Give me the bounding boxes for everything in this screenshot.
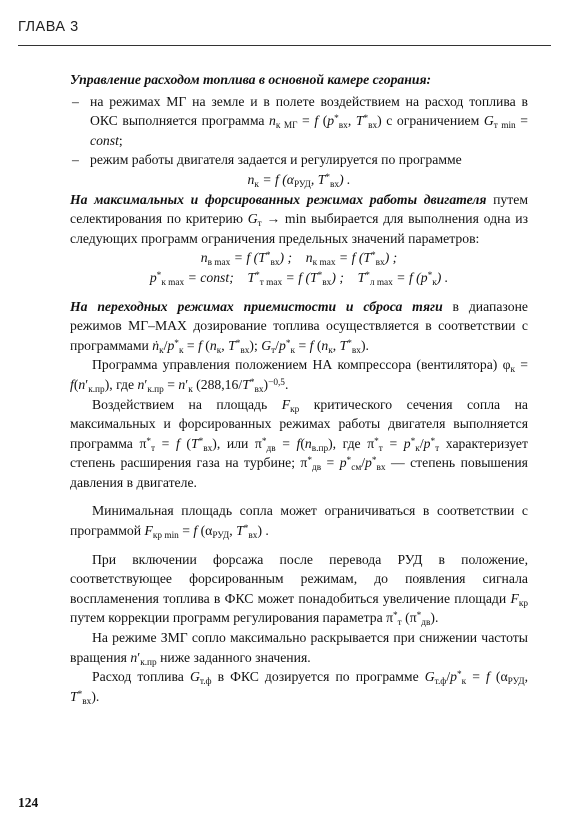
formula-limits-1: $n_{в max} = f$ $(T^*_{вх})$ ; $n_{к max} = f$ $(T^*_{вх})$ ; [200,250,398,269]
paragraph-fuel-flow: Расход топлива $G_{т.ф}$ в ФКС дозируется по программе $G_{т.ф}/p^*_к = f$ ($\alpha_{РУД}$, $T^*_{вх}$). [70,669,528,707]
paragraph-min-area: Минимальная площадь сопла может ограничиваться в соответствии с программой $F_{кр min} = f$ ($\alpha_{РУД}$, $T^*_{вх}$) . [70,503,528,541]
section-heading-main-chamber: Управление расходом топлива в основной камере сгорания: [70,72,432,87]
section-heading-max-modes: На максимальных и форсированных режимах работы двигателя [70,191,487,207]
paragraph-guide-vanes: Программа управления положением НА компрессора (вентилятора) $\varphi_к = f(n'_{к.пр})$, где $n'_{к.пр} = n'_к$ $(288,16/T^*_{вх})^{-0,5}$. [70,357,528,395]
list-item-engine-mode: – режим работы двигателя задается и регулируется по программе [70,150,528,170]
section-heading-transient-modes: На переходных режимах приемистости и сброса тяги [70,298,443,314]
paragraph-max-modes: На максимальных и форсированных режимах работы двигателя путем селектирования по критерию $G_т \to \min$ выбирается для выполнения одна из следующих программ ограничения предельных значений параметров: [70,191,528,246]
paragraph-transient-modes: На переходных режимах приемистости и сброса тяги в диапазоне режимов МГ–МАХ дозирование топлива осуществляется в соответствии с программами $ṅ_к/p^*_к = f$ ($n_к$, $T^*_{вх}$); $G_т/p^*_к = f$ ($n_к$, $T^*_{вх}$). [70,298,528,356]
paragraph-zmg-mode: На режиме ЗМГ сопло максимально раскрывается при снижении частоты вращения $n'_{к.пр}$ ниже заданного значения. [70,630,528,668]
chapter-header: ГЛАВА 3 [18,19,79,35]
header-rule [18,45,551,46]
page-number: 124 [18,795,39,810]
paragraph-afterburner: При включении форсажа после перевода РУД в положение, соответствующее форсированным режимам, до появления сигнала воспламенения топлива в ФКС может понадобиться увеличение площади $F_{кр}$ путем коррекции программ регулирования параметра $\pi^*_т$ $(\pi^*_{дв})$. [70,551,528,629]
formula-nk: $n_к = f$ ($\alpha_{РУД}$, $T^*_{вх}$) . [247,171,351,190]
list-item-idle-mode: – на режимах МГ на земле и в полете воздействием на расход топлива в ОКС выполняется программа $n_{к МГ} = f$ ($p^*_{вх}$, $T^*_{вх}$) с ограничением $G_{т min}$ = const; [70,92,528,151]
program-list [70,92,528,170]
paragraph-nozzle-area: Воздействием на площадь $F_{кр}$ критического сечения сопла на максимальных и форсированных режимах работы двигателя выполняется программа $\pi^*_т = f$ $(T^*_{вх})$, или $\pi^*_{дв} = f(n_{в.пр})$, где $\pi^*_т = p^*_к/p^*_т$ характеризует степень расширения газа на турбине; $\pi^*_{дв} = p^*_{см}/p^*_{вх}$ — степень повышения давления в двигателе. [70,396,528,490]
page-body [70,70,528,706]
formula-limits-2: $p^*_{к max}$ = const; $T^*_{т max} = f$ $(T^*_{вх})$ ; $T^*_{л max} = f$ $(p^*_к)$ . [149,269,449,288]
